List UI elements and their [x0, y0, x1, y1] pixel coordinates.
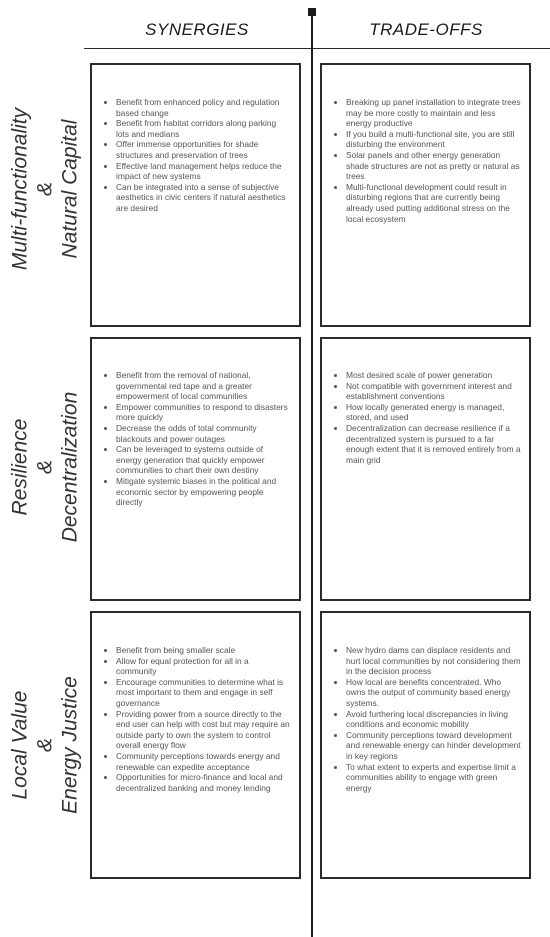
list-item: • Solar panels and other energy generation shade structures are not as pretty or natural as trees — [346, 150, 521, 182]
tradeoffs-box-local-value — [320, 611, 531, 879]
list-item: • Not compatible with government interest and establishment conventions — [346, 381, 521, 402]
list-item: • To what extent to experts and expertise limit a communities ability to engage with green energy — [346, 762, 521, 794]
row-label-line: & — [33, 737, 57, 753]
tradeoffs-box-resilience — [320, 337, 531, 601]
list-item: • Allow for equal protection for all in a community — [116, 656, 291, 677]
list-item: • Providing power from a source directly to the end user can help with cost but may require an outside party to own the system to control overall energy flow — [116, 709, 291, 751]
list-item: • Decentralization can decrease resilience if a decentralized system is pursued to a far enough extent that it is removed entirely from a main grid — [346, 423, 521, 465]
synergies-box-local-value — [90, 611, 301, 879]
list-item: • Can be integrated into a sense of subjective aesthetics in civic centers if natural aesthetics are desired — [116, 182, 291, 214]
list-item: • Can be leveraged to systems outside of energy generation that quickly empower communities to chart their own destiny — [116, 444, 291, 476]
list-item: • Benefit from enhanced policy and regulation based change — [116, 97, 291, 118]
row-label-line: Multi-functionality — [8, 107, 32, 271]
synergies-box-resilience — [90, 337, 301, 601]
list-item: • Opportunities for micro-finance and local and decentralized banking and money lending — [116, 772, 291, 793]
row-label-line: Energy Justice — [58, 676, 82, 814]
row-label-line: & — [33, 181, 57, 197]
row-label-line: & — [33, 460, 57, 475]
synergies-box-multifunctionality — [90, 63, 301, 327]
column-divider — [311, 11, 313, 937]
tradeoffs-header: TRADE-OFFS — [369, 20, 483, 39]
list-item: • Benefit from the removal of national, governmental red tape and a greater empowerment of local communities — [116, 370, 291, 402]
list-item: • Empower communities to respond to disasters more quickly — [116, 402, 291, 423]
list-item: • How locally generated energy is managed, stored, and used — [346, 402, 521, 423]
list-item: • Benefit from habitat corridors along parking lots and medians — [116, 118, 291, 139]
row-label-line: Natural Capital — [58, 119, 82, 259]
list-item: • Breaking up panel installation to integrate trees may be more costly to maintain and less energy productive — [346, 97, 521, 129]
list-item: • Offer immense opportunities for shade structures and preservation of trees — [116, 139, 291, 160]
list-item: • Avoid furthering local discrepancies in living conditions and economic mobility — [346, 709, 521, 730]
row-label-line: Decentralization — [58, 391, 82, 543]
list-item: • Most desired scale of power generation — [346, 370, 521, 381]
list-item: • Benefit from being smaller scale — [116, 645, 291, 656]
list-item: • Encourage communities to determine what is most important to them and engage in self governance — [116, 677, 291, 709]
column-divider-cap — [308, 8, 316, 16]
row-label-line: Local Value — [8, 690, 32, 800]
list-item: • Community perceptions towards energy and renewable can expedite acceptance — [116, 751, 291, 772]
list-item: • Mitigate systemic biases in the political and economic sector by empowering people directly — [116, 476, 291, 508]
list-item: • How local are benefits concentrated. Who owns the output of community based energy systems. — [346, 677, 521, 709]
row-label-line: Resilience — [8, 418, 32, 516]
list-item: • New hydro dams can displace residents and hurt local communities by not considering them in the decision process — [346, 645, 521, 677]
tradeoffs-box-multifunctionality — [320, 63, 531, 327]
list-item: • If you build a multi-functional site, you are still disturbing the environment — [346, 129, 521, 150]
list-item: • Multi-functional development could result in disturbing regions that are currently being already used putting additional stress on the local ecosystem — [346, 182, 521, 224]
synergies-header: SYNERGIES — [145, 20, 249, 39]
list-item: • Effective land management helps reduce the impact of new systems — [116, 161, 291, 182]
list-item: • Community perceptions toward development and renewable energy can hinder development in key regions — [346, 730, 521, 762]
list-item: • Decrease the odds of total community blackouts and power outages — [116, 423, 291, 444]
header-divider — [84, 48, 550, 49]
